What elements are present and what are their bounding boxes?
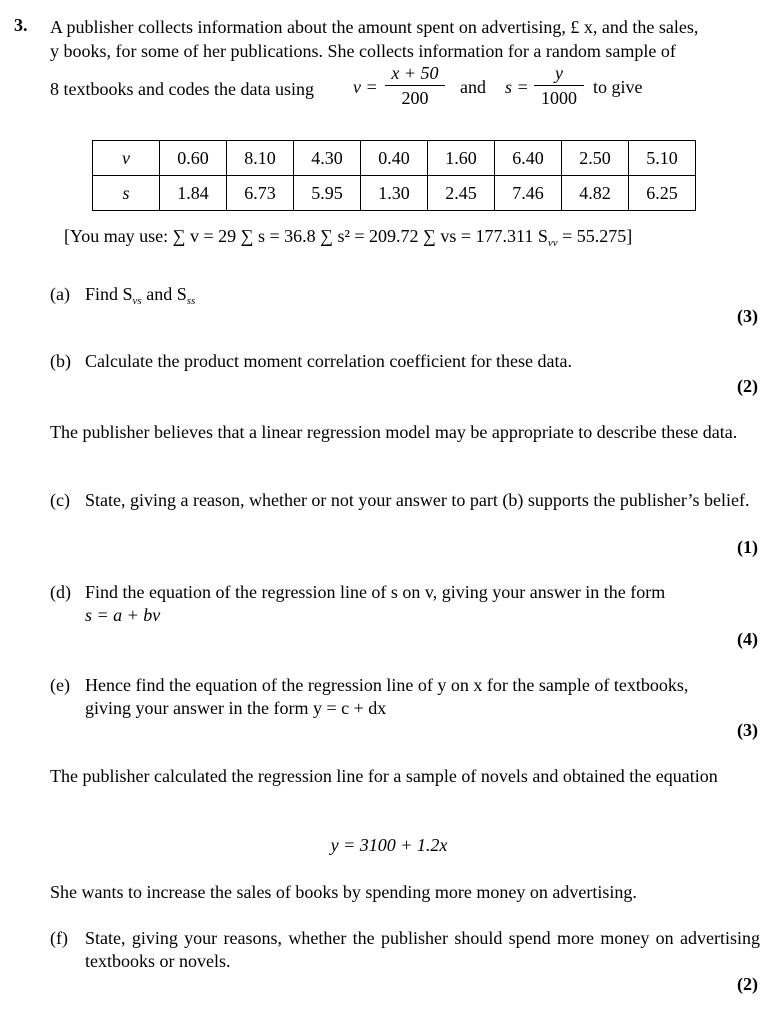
question-number: 3. [14, 15, 28, 35]
part-f-marks: (2) [737, 974, 758, 994]
part-b-label: (b) [50, 351, 71, 371]
s-numerator: y [555, 63, 563, 83]
may-use-summary [64, 226, 632, 249]
part-c-marks: (1) [737, 537, 758, 557]
may-use-text: [You may use: ∑ v = 29 ∑ s = 36.8 ∑ s² = 209.72 ∑ vs = 177.311 S [64, 226, 548, 246]
part-a-sub2: ss [186, 295, 196, 307]
v-fraction [385, 63, 445, 109]
table-cell: 5.95 [294, 176, 361, 211]
part-a-text [85, 283, 760, 313]
may-use-end: = 55.275] [557, 226, 633, 246]
part-d-text: Find the equation of the regression line of s on v, giving your answer in the form [85, 582, 666, 602]
table-cell: 0.40 [361, 141, 428, 176]
data-table [92, 140, 696, 211]
part-d-label: (d) [50, 582, 71, 602]
part-a-sub1: vs [132, 295, 142, 307]
s-denominator: 1000 [541, 88, 577, 108]
part-e [50, 674, 760, 720]
table-row-s [93, 176, 696, 211]
part-a-text1: Find S [85, 284, 133, 304]
part-b-marks: (2) [737, 376, 758, 396]
s-fraction-bar [534, 85, 584, 86]
table-cell: 7.46 [495, 176, 562, 211]
part-e-label: (e) [50, 675, 70, 695]
table-cell: 6.40 [495, 141, 562, 176]
part-c [50, 489, 760, 512]
part-a [50, 283, 760, 313]
table-cell: 1.60 [428, 141, 495, 176]
v-denominator: 200 [401, 88, 429, 108]
part-f-text: State, giving your reasons, whether the publisher should spend more money on advertising textbooks or novels. [85, 928, 760, 971]
part-b-text: Calculate the product moment correlation coefficient for these data. [85, 351, 572, 371]
table-cell: 4.30 [294, 141, 361, 176]
s-equals: s = [505, 77, 529, 97]
part-e-text2: giving your answer in the form y = c + dx [85, 698, 387, 718]
table-row-v [93, 141, 696, 176]
and-word: and [460, 77, 486, 97]
question-intro-line3: 8 textbooks and codes the data using [50, 79, 314, 99]
part-a-label: (a) [50, 284, 70, 304]
belief-paragraph: The publisher believes that a linear regression model may be appropriate to describe these data. [50, 422, 738, 442]
part-e-marks: (3) [737, 720, 758, 740]
part-d [50, 581, 760, 627]
row-label-v: v [93, 141, 160, 176]
table-cell: 2.45 [428, 176, 495, 211]
part-f-label: (f) [50, 928, 68, 948]
s-fraction [534, 63, 584, 109]
part-c-text: State, giving a reason, whether or not your answer to part (b) supports the publisher’s belief. [85, 490, 750, 510]
part-d-marks: (4) [737, 629, 758, 649]
table-cell: 2.50 [562, 141, 629, 176]
part-e-text1: Hence find the equation of the regression line of y on x for the sample of textbooks, [85, 675, 689, 695]
table-cell: 6.25 [629, 176, 696, 211]
table-cell: 6.73 [227, 176, 294, 211]
may-use-subscript: vv [547, 237, 558, 249]
novels-paragraph: The publisher calculated the regression line for a sample of novels and obtained the equation [50, 766, 718, 786]
v-numerator: x + 50 [391, 63, 439, 83]
part-c-label: (c) [50, 490, 70, 510]
table-cell: 0.60 [160, 141, 227, 176]
question-intro-line1: A publisher collects information about the amount spent on advertising, £ x, and the sales, [50, 17, 699, 37]
to-give: to give [593, 77, 643, 97]
table-cell: 5.10 [629, 141, 696, 176]
part-a-text2: and S [141, 284, 187, 304]
row-label-s: s [93, 176, 160, 211]
part-a-marks: (3) [737, 306, 758, 326]
wants-paragraph: She wants to increase the sales of books by spending more money on advertising. [50, 882, 637, 902]
part-f [50, 927, 760, 973]
novels-equation: y = 3100 + 1.2x [330, 835, 448, 855]
table-cell: 4.82 [562, 176, 629, 211]
table-cell: 1.84 [160, 176, 227, 211]
question-intro-line2: y books, for some of her publications. She collects information for a random sample of [50, 41, 676, 61]
part-d-form: s = a + bv [85, 605, 161, 625]
table-cell: 8.10 [227, 141, 294, 176]
part-b [50, 350, 760, 373]
v-fraction-bar [385, 85, 445, 86]
table-cell: 1.30 [361, 176, 428, 211]
v-equals: v = [353, 77, 378, 97]
